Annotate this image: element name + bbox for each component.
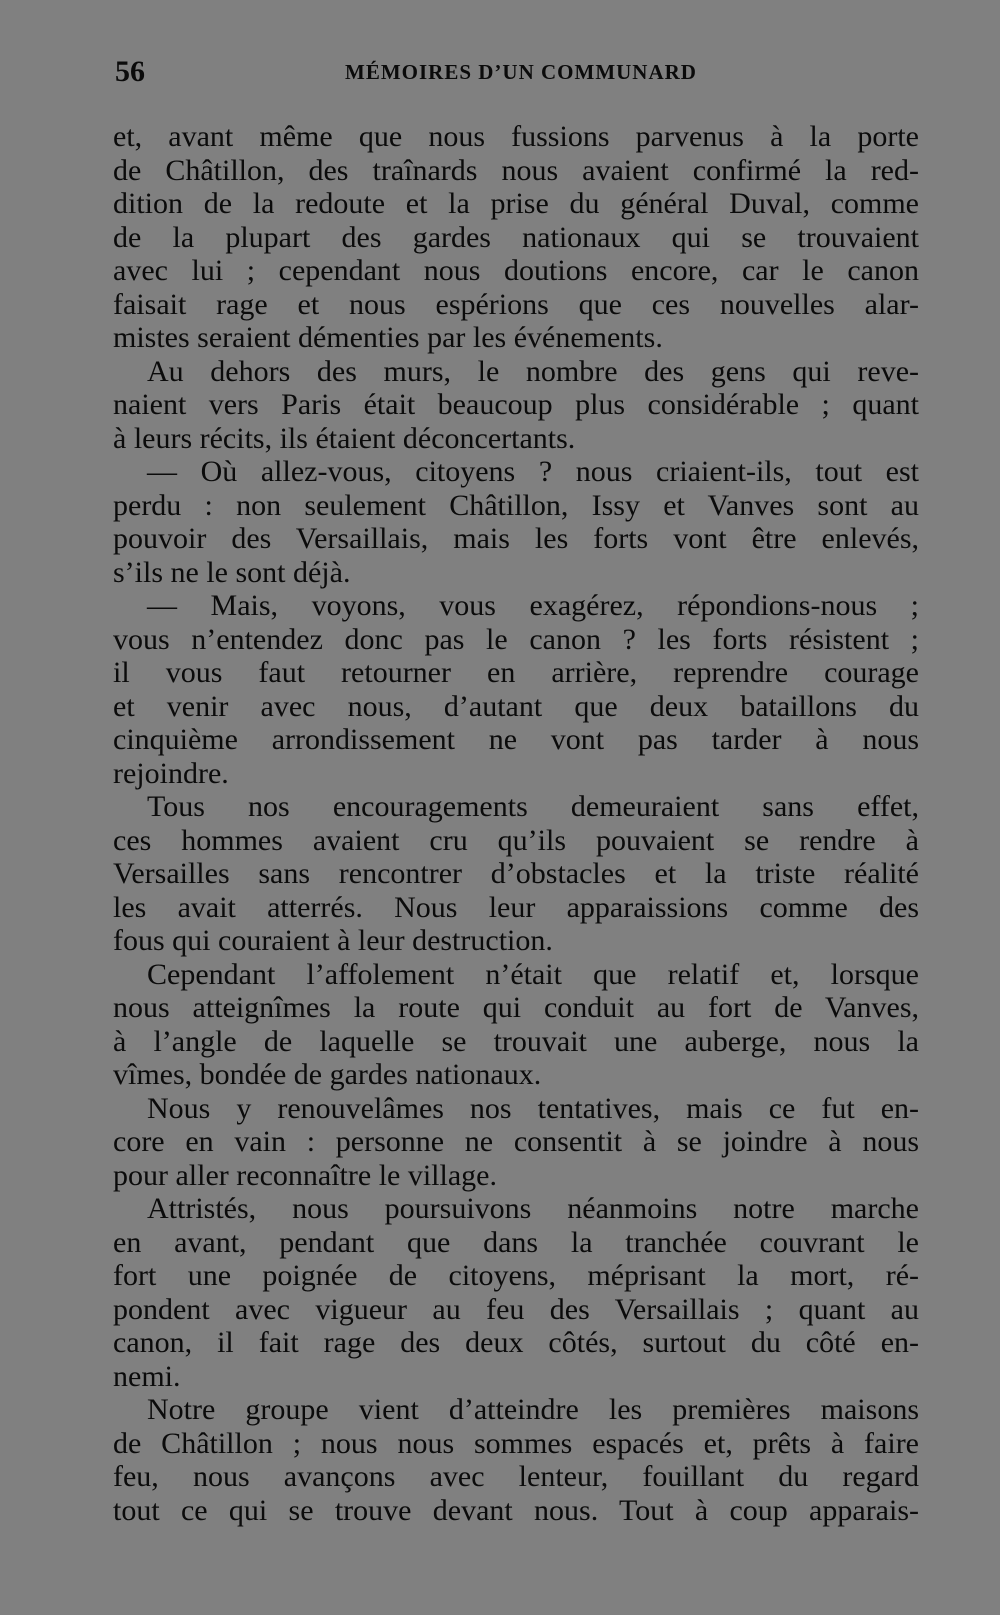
page-header [115,52,915,92]
text-line: Nous y renouvelâmes nos tentatives, mais ce fut en- [147,1091,919,1125]
text-line: fous qui couraient à leur destruction. [113,924,553,957]
text-line: Attristés, nous poursuivons néanmoins notre marche [147,1192,919,1225]
text-line: pour aller reconnaître le village. [113,1158,497,1192]
text-line: ces hommes avaient cru qu’ils pouvaient se rendre à [113,823,919,857]
text-line: Tous nos encouragements demeuraient sans effet, [147,790,919,823]
text-line: de la plupart des gardes nationaux qui se trouvaient [113,220,919,254]
text-line: — Mais, voyons, vous exagérez, répondions-nous ; [147,589,919,622]
text-line: dition de la redoute et la prise du général Duval, comme [113,187,919,220]
text-line: perdu : non seulement Châtillon, Issy et Vanves sont au [113,488,919,522]
text-line: tout ce qui se trouve devant nous. Tout à coup apparais- [113,1493,919,1527]
text-line: feu, nous avançons avec lenteur, fouillant du regard [113,1460,919,1493]
text-line: et venir avec nous, d’autant que deux bataillons du [113,689,919,723]
text-line: Versailles sans rencontrer d’obstacles et la triste réalité [113,857,919,890]
text-line: pondent avec vigueur au feu des Versaillais ; quant au [113,1292,919,1326]
text-line: de Châtillon, des traînards nous avaient confirmé la red- [113,153,919,187]
text-line: et, avant même que nous fussions parvenus à la porte [113,120,919,153]
text-line: il vous faut retourner en arrière, reprendre courage [113,656,919,689]
text-line: s’ils ne le sont déjà. [113,555,351,589]
text-line: Cependant l’affolement n’était que relatif et, lorsque [147,957,919,991]
text-line: Au dehors des murs, le nombre des gens qui reve- [147,354,919,388]
text-line: vous n’entendez donc pas le canon ? les forts résistent ; [113,622,919,656]
text-line: fort une poignée de citoyens, méprisant la mort, ré- [113,1259,919,1292]
text-line: naient vers Paris était beaucoup plus considérable ; quant [113,388,919,421]
text-line: rejoindre. [113,756,229,790]
text-line: les avait atterrés. Nous leur apparaissions comme des [113,890,919,924]
page-number: 56 [115,55,145,88]
running-title: MÉMOIRES D’UN COMMUNARD [345,60,697,84]
text-line: nemi. [113,1359,181,1393]
text-line: nous atteignîmes la route qui conduit au fort de Vanves, [113,991,919,1024]
text-line: core en vain : personne ne consentit à se joindre à nous [113,1125,919,1158]
text-line: mistes seraient démenties par les événements. [113,321,663,354]
text-line: pouvoir des Versaillais, mais les forts vont être enlevés, [113,522,919,555]
text-line: Notre groupe vient d’atteindre les premières maisons [147,1393,919,1426]
text-line: à l’angle de laquelle se trouvait une auberge, nous la [113,1024,919,1058]
text-line: en avant, pendant que dans la tranchée couvrant le [113,1225,919,1259]
text-line: — Où allez-vous, citoyens ? nous criaient-ils, tout est [147,455,919,488]
text-line: avec lui ; cependant nous doutions encore, car le canon [113,254,919,287]
body-text [113,120,919,1527]
text-line: vîmes, bondée de gardes nationaux. [113,1058,542,1091]
text-line: à leurs récits, ils étaient déconcertants. [113,421,576,455]
text-line: faisait rage et nous espérions que ces nouvelles alar- [113,287,919,321]
text-line: de Châtillon ; nous nous sommes espacés et, prêts à faire [113,1426,919,1460]
text-line: canon, il fait rage des deux côtés, surtout du côté en- [113,1326,919,1359]
text-line: cinquième arrondissement ne vont pas tarder à nous [113,723,919,756]
